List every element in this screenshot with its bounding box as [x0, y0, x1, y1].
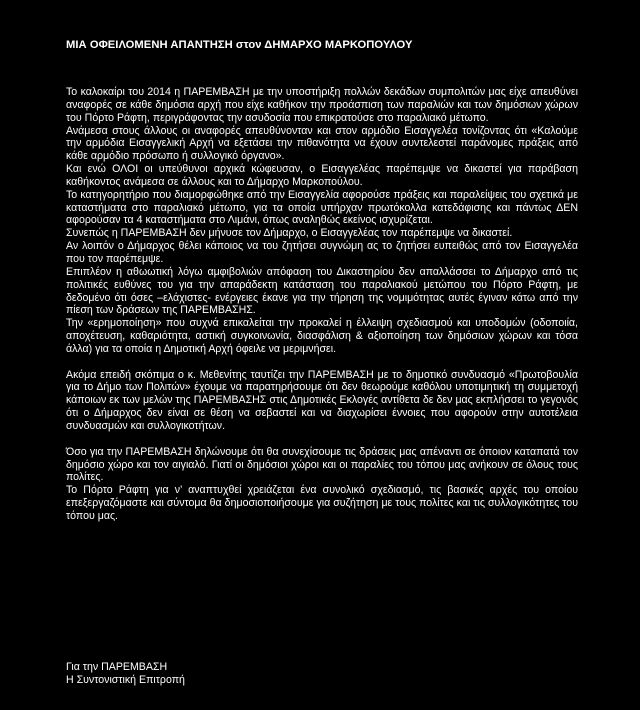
signature-committee: Η Συντονιστική Επιτροπή	[66, 674, 185, 686]
paragraph: Και ενώ ΟΛΟΙ οι υπεύθυνοι αρχικά κώφευσαν, ο Εισαγγελέας παρέπεμψε να δικαστεί για παράβαση καθήκοντος ανάμεσα σε άλλους και το Δήμαρχο Μαρκοπούλου.	[66, 163, 578, 188]
paragraph: Ακόμα επειδή σκόπιμα ο κ. Μεθενίτης ταυτίζει την ΠΑΡΕΜΒΑΣΗ με το δημοτικό συνδυασμό «Πρωτοβουλία για το Δήμο των Πολιτών» έχουμε να παρατηρήσουμε ότι δεν θεωρούμε καθόλου υποτιμητική τη συμμετοχή κάποιων εκ των μελών της ΠΑΡΕΜΒΑΣΗΣ στις Δημοτικές Εκλογές αντίθετα δε δεν μας εκπλήσσει το γεγονός ότι ο Δήμαρχος δεν είναι σε θέση να σεβαστεί και να διαχωρίσει έννοιες που αφορούν στην αυτοτέλεια συνδυασμών και συλλογικοτήτων.	[66, 368, 578, 432]
document-body	[66, 86, 578, 523]
paragraph: Την «ερημοποίηση» που συχνά επικαλείται την προκαλεί η έλλειψη σχεδιασμού και υποδομών (οδοποιία, αποχέτευση, καθαριότητα, αστική συγκοινωνία, διασφάλιση & αξιοποίηση των δημόσιων χώρων και τόσα άλλα) για τα οποία η Δημοτική Αρχή όφειλε να μεριμνήσει.	[66, 317, 578, 355]
paragraph: Όσο για την ΠΑΡΕΜΒΑΣΗ δηλώνουμε ότι θα συνεχίσουμε τις δράσεις μας απέναντι σε όποιον καταπατά τον δημόσιο χώρο και τον αιγιαλό. Γιατί οι δημόσιοι χώροι και οι παραλίες του τόπου μας ανήκουν σε όλους τους πολίτες.	[66, 445, 578, 484]
document-title: ΜΙΑ ΟΦΕΙΛΟΜΕΝΗ ΑΠΑΝΤΗΣΗ στον ΔΗΜΑΡΧΟ ΜΑΡΚΟΠΟΥΛΟΥ	[66, 39, 413, 51]
paragraph: Το καλοκαίρι του 2014 η ΠΑΡΕΜΒΑΣΗ με την υποστήριξη πολλών δεκάδων συμπολιτών μας είχε απευθύνει αναφορές σε κάθε δημόσια αρχή που είχε καθήκον την προάσπιση των παραλιών και των δημόσιων χώρων του Πόρτο Ράφτη, περιγράφοντας την ασυδοσία που επικρατούσε στο παραλιακό μέτωπο.	[66, 86, 578, 124]
paragraph: Το Πόρτο Ράφτη για ν’ αναπτυχθεί χρειάζεται ένα συνολικό σχεδιασμό, τις βασικές αρχές του οποίου επεξεργαζόμαστε και σύντομα θα δημοσιοποιήσουμε για συζήτηση με τους πολίτες και τις συλλογικότητες του τόπου μας.	[66, 484, 578, 522]
paragraph: Επιπλέον η αθωωτική λόγω αμφιβολιών απόφαση του Δικαστηρίου δεν απαλλάσσει το Δήμαρχο από τις πολιτικές ευθύνες του για την απαράδεκτη κατάσταση του παραλιακού μετώπου του Πόρτο Ράφτη, με δεδομένο ότι όσες –ελάχιστες- ενέργειες έκανε για την τήρηση της νομιμότητας αυτές έγιναν κάτω από την πίεση των δράσεων της ΠΑΡΕΜΒΑΣΗΣ.	[66, 265, 578, 317]
paragraph: Αν λοιπόν ο Δήμαρχος θέλει κάποιος να του ζητήσει συγνώμη ας το ζητήσει ευπειθώς από τον Εισαγγελέα που τον παρέπεμψε.	[66, 240, 578, 265]
paragraph: Συνεπώς η ΠΑΡΕΜΒΑΣΗ δεν μήνυσε τον Δήμαρχο, ο Εισαγγελέας τον παρέπεμψε να δικαστεί.	[66, 227, 513, 240]
signature-org: Για την ΠΑΡΕΜΒΑΣΗ	[66, 661, 168, 673]
signature-block	[66, 661, 185, 687]
paragraph: Ανάμεσα στους άλλους οι αναφορές απευθύνονταν και στον αρμόδιο Εισαγγελέα τονίζοντας ότι «Καλούμε την αρμόδια Εισαγγελική Αρχή να εξετάσει την πιθανότητα να έχουν συντελεστεί παράνομες πράξεις από κάθε αρμόδιο πρόσωπο ή συλλογικό όργανο».	[66, 124, 578, 163]
document	[66, 38, 578, 523]
paragraph: Το κατηγορητήριο που διαμορφώθηκε από την Εισαγγελία αφορούσε πράξεις και παραλείψεις του σχετικά με καταστήματα στο παραλιακό μέτωπο, για τα οποία υπήρχαν πρωτόκολλα κατεδάφισης και πάντως ΔΕΝ αφορούσαν τα 4 καταστήματα στο Λιμάνι, όπως αναληθώς εκείνος ισχυρίζεται.	[66, 188, 578, 227]
